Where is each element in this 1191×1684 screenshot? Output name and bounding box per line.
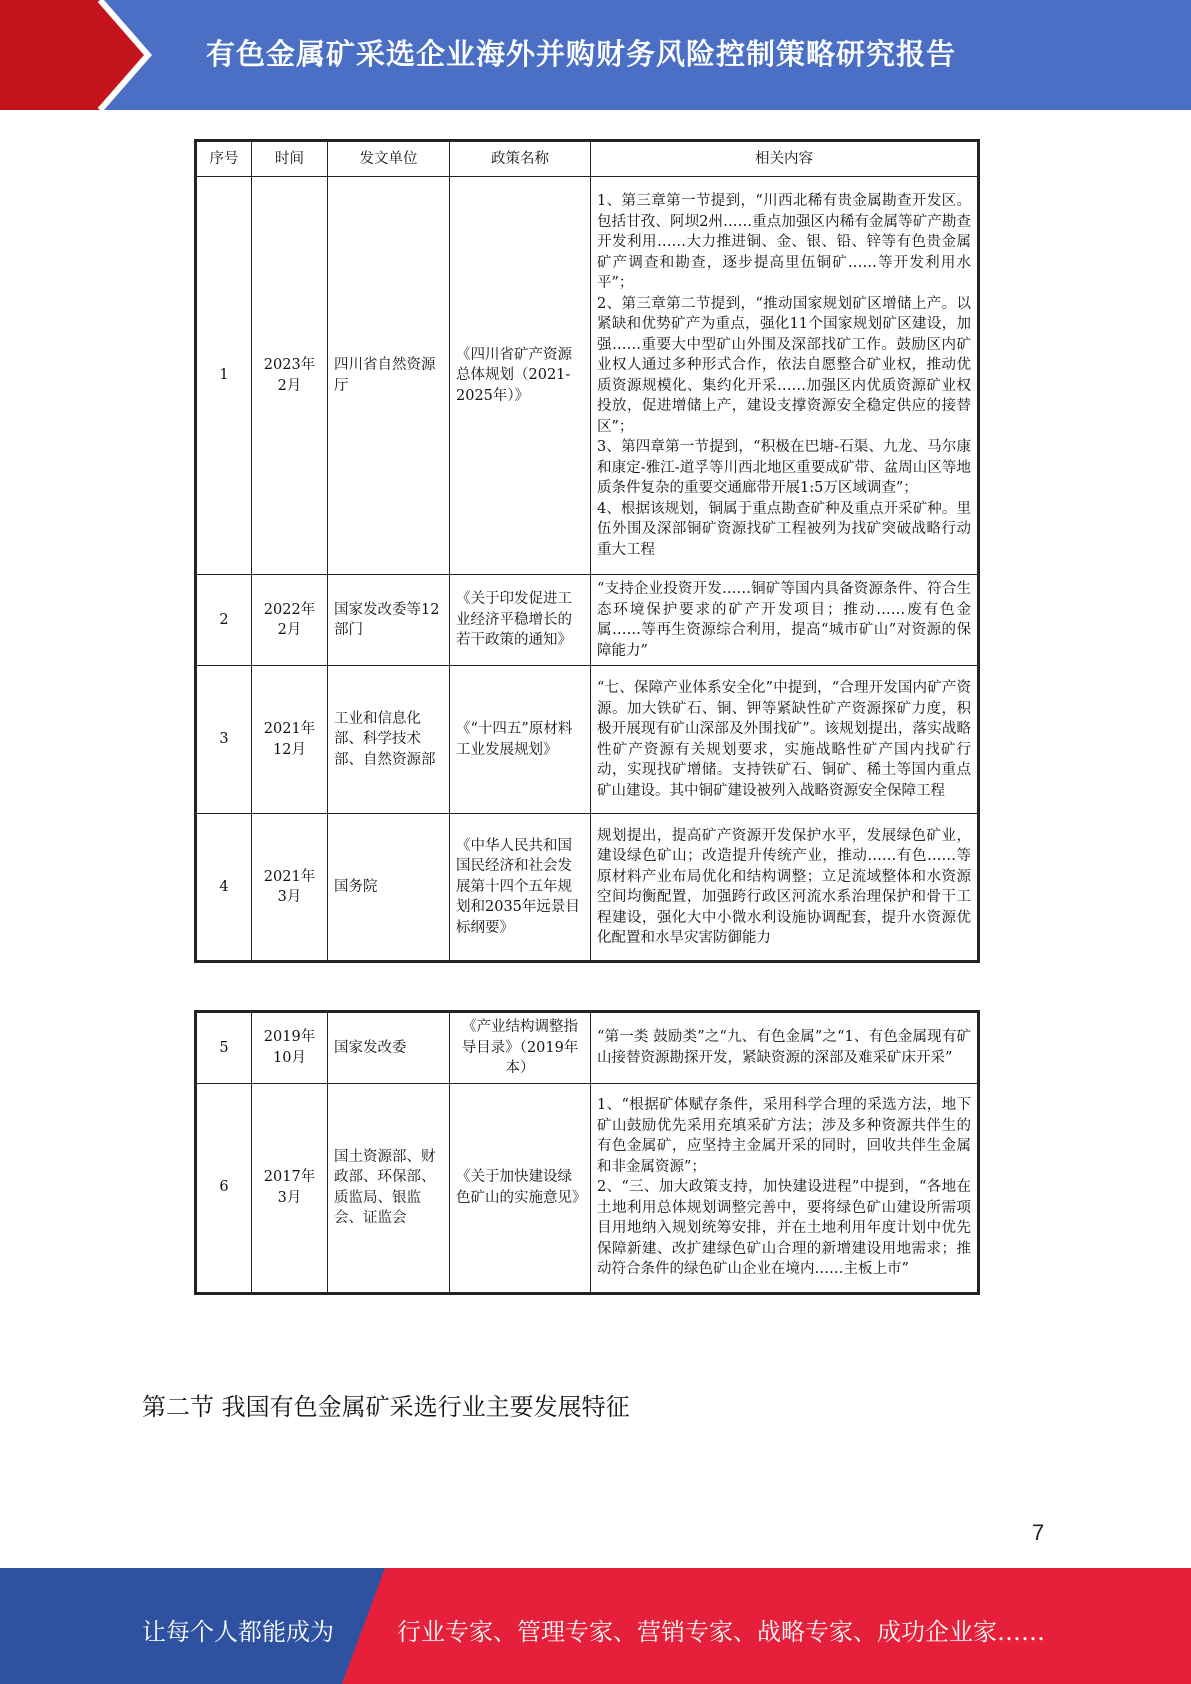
page-number: 7 bbox=[1032, 1520, 1045, 1545]
row-no: 6 bbox=[196, 1083, 252, 1293]
table-row bbox=[196, 1083, 979, 1293]
table-row bbox=[196, 575, 979, 666]
table-header-row bbox=[196, 141, 979, 177]
row-unit: 国家发改委等12部门 bbox=[328, 575, 450, 666]
row-time: 2021年 12月 bbox=[252, 666, 328, 814]
table-row bbox=[196, 1012, 979, 1084]
row-policy: 《关于印发促进工业经济平稳增长的若干政策的通知》 bbox=[450, 575, 591, 666]
footer-slogan-right: 行业专家、管理专家、营销专家、战略专家、成功企业家…… bbox=[397, 1618, 1045, 1646]
row-content: “第一类 鼓励类”之“九、有色金属”之“1、有色金属现有矿山接替资源勘探开发，紧缺资源的深部及难采矿床开采” bbox=[591, 1012, 979, 1084]
header-policy: 政策名称 bbox=[450, 141, 591, 177]
row-unit: 国家发改委 bbox=[328, 1012, 450, 1084]
row-content: “七、保障产业体系安全化”中提到，“合理开发国内矿产资源。加大铁矿石、铜、钾等紧缺性矿产资源探矿力度，积极开展现有矿山深部及外围找矿”。该规划提出，落实战略性矿产资源有关规划要求，实施战略性矿产国内找矿行动，实现找矿增储。支持铁矿石、铜矿、稀土等国内重点矿山建设。其中铜矿建设被列入战略资源安全保障工程 bbox=[591, 666, 979, 814]
header-unit: 发文单位 bbox=[328, 141, 450, 177]
row-time: 2021年 3月 bbox=[252, 814, 328, 962]
policy-table bbox=[194, 139, 980, 963]
row-no: 5 bbox=[196, 1012, 252, 1084]
row-content: “支持企业投资开发……铜矿等国内具备资源条件、符合生态环境保护要求的矿产开发项目；推动……废有色金属……等再生资源综合利用，提高“城市矿山”对资源的保障能力” bbox=[591, 575, 979, 666]
row-unit: 工业和信息化部、科学技术部、自然资源部 bbox=[328, 666, 450, 814]
row-no: 2 bbox=[196, 575, 252, 666]
row-no: 4 bbox=[196, 814, 252, 962]
footer-slogan-left: 让每个人都能成为 bbox=[142, 1618, 334, 1646]
row-no: 1 bbox=[196, 177, 252, 575]
row-unit: 国务院 bbox=[328, 814, 450, 962]
row-content: 1、“根据矿体赋存条件，采用科学合理的采选方法，地下矿山鼓励优先采用充填采矿方法；涉及多种资源共伴生的有色金属矿，应坚持主金属开采的同时，回收共伴生金属和非金属资源”； 2、“三、加大政策支持，加快建设进程”中提到，“各地在土地利用总体规划调整完善中，要将绿色矿山建设所需项目用地纳入规划统筹安排，并在土地利用年度计划中优先保障新建、改扩建绿色矿山合理的新增建设用地需求；推动符合条件的绿色矿山企业在境内……主板上市” bbox=[591, 1083, 979, 1293]
row-content: 规划提出，提高矿产资源开发保护水平，发展绿色矿业，建设绿色矿山；改造提升传统产业，推动……有色……等原材料产业布局优化和结构调整；立足流域整体和水资源空间均衡配置，加强跨行政区河流水系治理保护和骨干工程建设，强化大中小微水利设施协调配套，提升水资源优化配置和水旱灾害防御能力 bbox=[591, 814, 979, 962]
section-heading: 第二节 我国有色金属矿采选行业主要发展特征 bbox=[142, 1393, 630, 1421]
row-time: 2022年 2月 bbox=[252, 575, 328, 666]
table-row bbox=[196, 177, 979, 575]
row-unit: 国土资源部、财政部、环保部、质监局、银监会、证监会 bbox=[328, 1083, 450, 1293]
header-time: 时间 bbox=[252, 141, 328, 177]
row-policy: 《中华人民共和国国民经济和社会发展第十四个五年规划和2035年远景目标纲要》 bbox=[450, 814, 591, 962]
page-footer bbox=[0, 1568, 1191, 1684]
table-row bbox=[196, 666, 979, 814]
row-policy: 《产业结构调整指导目录》（2019年本） bbox=[450, 1012, 591, 1084]
table-row bbox=[196, 814, 979, 962]
row-policy: 《“十四五”原材料工业发展规划》 bbox=[450, 666, 591, 814]
header-no: 序号 bbox=[196, 141, 252, 177]
row-unit: 四川省自然资源厅 bbox=[328, 177, 450, 575]
row-time: 2017年 3月 bbox=[252, 1083, 328, 1293]
policy-table-continued bbox=[194, 1010, 980, 1295]
page-header bbox=[0, 0, 1191, 110]
row-content: 1、第三章第一节提到，“川西北稀有贵金属勘查开发区。包括甘孜、阿坝2州……重点加强区内稀有金属等矿产勘查开发利用……大力推进铜、金、银、铅、锌等有色贵金属矿产调查和勘查，逐步提高里伍铜矿……等开发利用水平”； 2、第三章第二节提到，“推动国家规划矿区增储上产。以紧缺和优势矿产为重点，强化11个国家规划矿区建设，加强……重要大中型矿山外围及深部找矿工作。鼓励区内矿业权人通过多种形式合作，依法自愿整合矿业权，推动优质资源规模化、集约化开采……加强区内优质资源矿业权投放，促进增储上产，建设支撑资源安全稳定供应的接替区”； 3、第四章第一节提到，“积极在巴塘-石渠、九龙、马尔康和康定-雅江-道孚等川西北地区重要成矿带、盆周山区等地质条件复杂的重要交通廊带开展1:5万区域调查”； 4、根据该规划，铜属于重点勘查矿种及重点开采矿种。里伍外围及深部铜矿资源找矿工程被列为找矿突破战略行动重大工程 bbox=[591, 177, 979, 575]
row-time: 2019年 10月 bbox=[252, 1012, 328, 1084]
row-policy: 《四川省矿产资源总体规划（2021-2025年）》 bbox=[450, 177, 591, 575]
row-no: 3 bbox=[196, 666, 252, 814]
report-title: 有色金属矿采选企业海外并购财务风险控制策略研究报告 bbox=[206, 37, 957, 71]
row-time: 2023年 2月 bbox=[252, 177, 328, 575]
header-content: 相关内容 bbox=[591, 141, 979, 177]
row-policy: 《关于加快建设绿色矿山的实施意见》 bbox=[450, 1083, 591, 1293]
